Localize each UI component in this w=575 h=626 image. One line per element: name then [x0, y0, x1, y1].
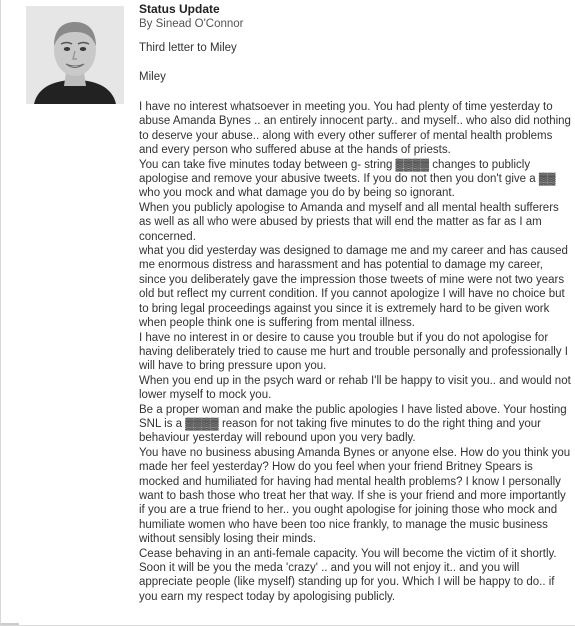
paragraph-8: You have no business abusing Amanda Bynes or anyone else. How do you think you made her feel yesterday? How do you feel when your friend Britney Spears is mocked and humiliated for having had mental health problems? I know I personally want to bash those who treat her that way. If she is your friend and more importantly if you are a true friend to her.. you ought apologise for joining those who mock and humiliate women who have been too nice frankly, to manage the music business without sensibly losing their minds. — [139, 446, 571, 546]
post-greeting: Miley — [139, 71, 166, 83]
post-title[interactable]: Status Update — [139, 2, 220, 16]
paragraph-3: When you publicly apologise to Amanda and myself and all mental health sufferers as well as all who were abused by priests that will end the matter as far as I am concerned. — [139, 201, 559, 243]
post-author[interactable]: By Sinead O'Connor — [139, 18, 244, 30]
paragraph-7: Be a proper woman and make the public apologies I have listed above. Your hosting SNL is a ▓▓▓▓ reason for not taking five minutes to do the right thing and your behaviour yesterday will rebound upon you very badly. — [139, 403, 567, 445]
post-subject: Third letter to Miley — [139, 42, 237, 54]
paragraph-9: Cease behaving in an anti-female capacity. You will become the victim of it shortly. Soon it will be you the meda 'crazy' .. and you will not enjoy it.. and you will appreciate people (like myself) standing up for you. Which I will be happy to do.. if you earn my respect today by apologising publicly. — [139, 547, 557, 603]
paragraph-4: what you did yesterday was designed to damage me and my career and has caused me enormous distress and harassment and has potential to damage my career, since you deliberately gave the impression those tweets of mine were not two years old but reflect my current condition. If you cannot apologize I will have no choice but to bring legal proceedings against you since it is extremely hard to be given work when people think one is suffering from mental illness. — [139, 245, 568, 330]
paragraph-5: I have no interest in or desire to cause you trouble but if you do not apologise for having deliberately tried to cause me hurt and trouble personally and professionally I will have to bring pressure upon you. — [139, 331, 568, 373]
paragraph-1: I have no interest whatsoever in meeting you. You had plenty of time yesterday to abuse Amanda Bynes .. an entirely innocent party.. and myself.. who also did nothing to deserve your abuse.. along with every other sufferer of mental health problems and every person who suffered abuse at the hands of priests. — [139, 101, 571, 157]
avatar[interactable] — [26, 6, 124, 104]
paragraph-6: When you end up in the psych ward or rehab I'll be happy to visit you.. and would not lower myself to mock you. — [139, 374, 571, 402]
post-body — [139, 100, 571, 604]
profile-photo — [26, 6, 124, 104]
post-content — [139, 2, 571, 604]
paragraph-2: You can take five minutes today between g- string ▓▓▓▓ changes to publicly apologise and remove your abusive tweets. If you do not then you don't give a ▓▓ who you mock and what damage you do by being so ignorant. — [139, 158, 556, 200]
divider — [1, 623, 19, 625]
